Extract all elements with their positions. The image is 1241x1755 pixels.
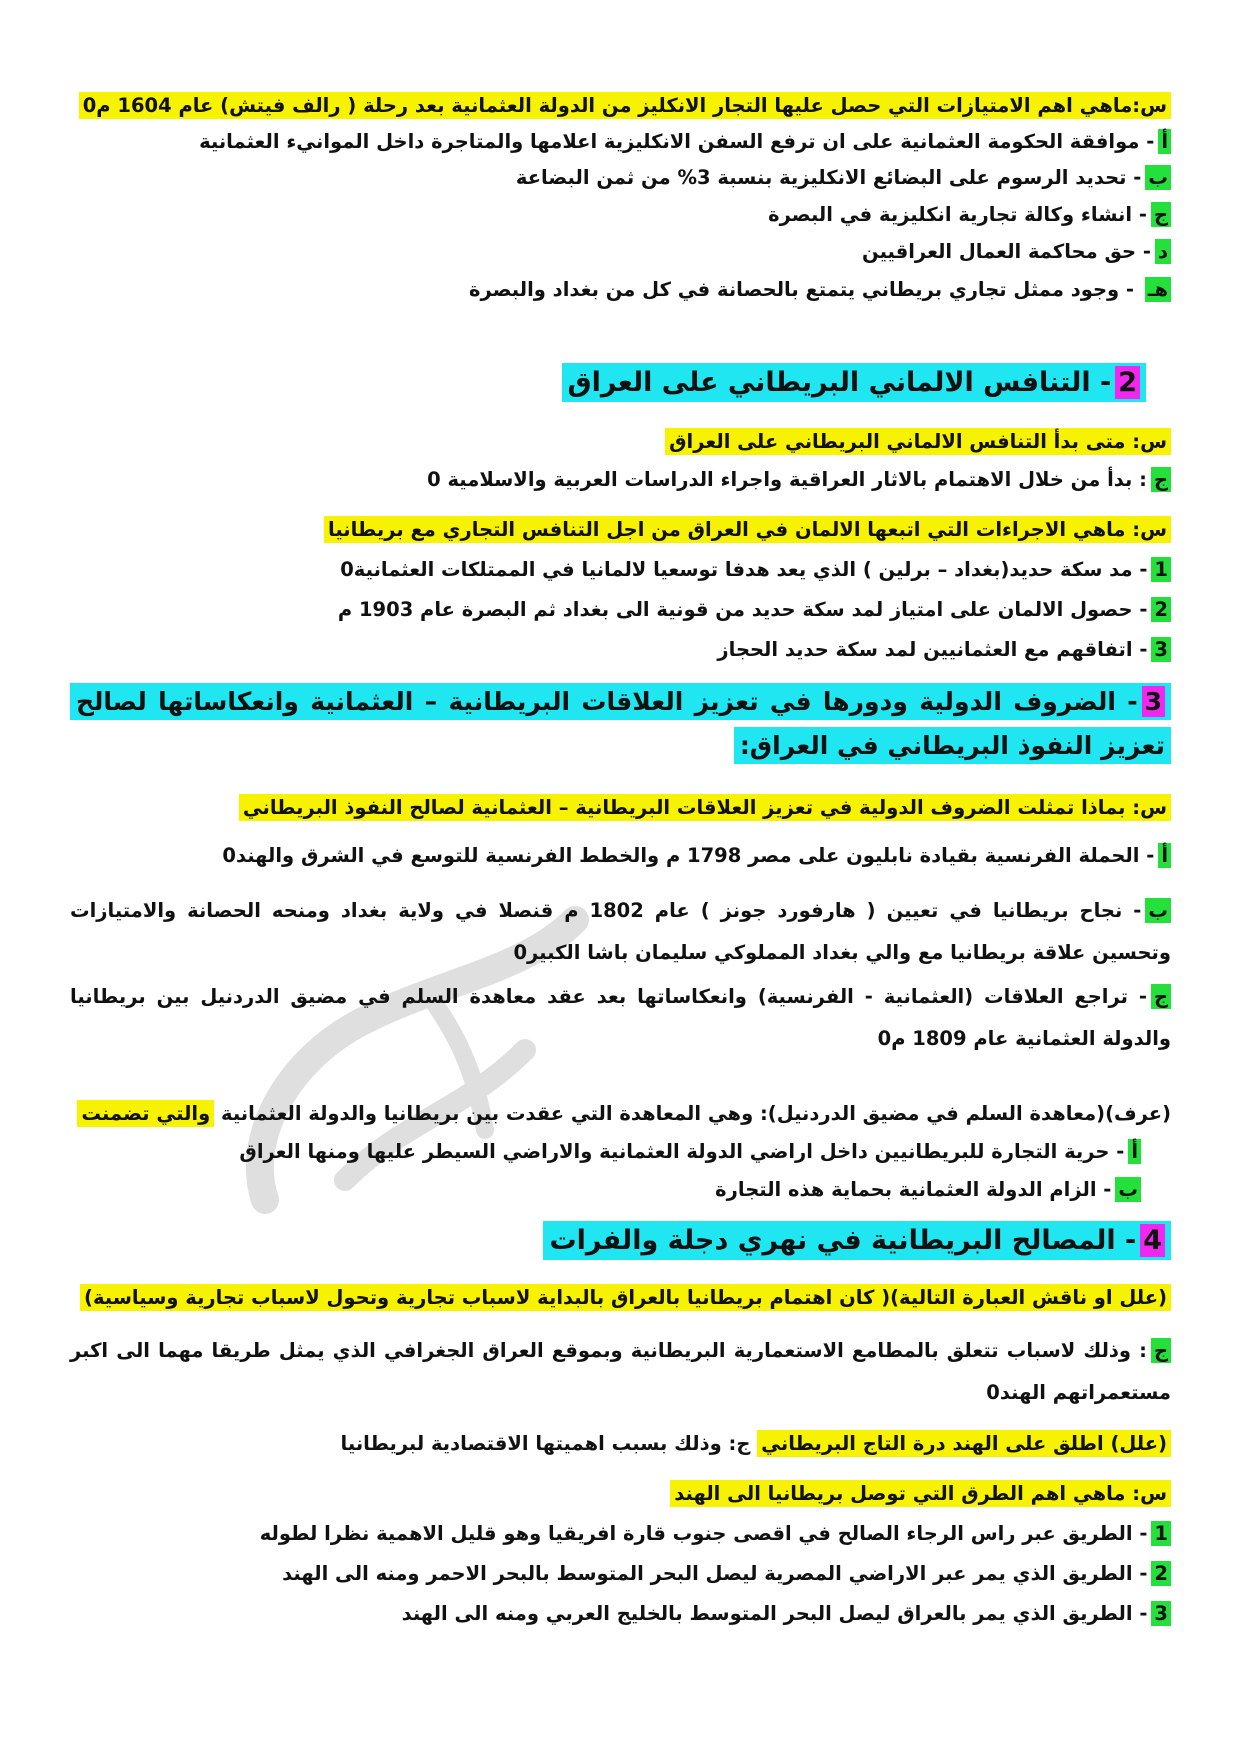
q1-item-c-marker: ج: [1151, 202, 1171, 227]
q5-question-line: [70, 1280, 1171, 1316]
q1-item-d-marker: د: [1155, 239, 1171, 264]
section-3-title: - الضروف الدولية ودورها في تعزيز العلاقات البريطانية – العثمانية وانعكاساتها لصالح تعزيز النفوذ البريطاني في العراق:: [76, 687, 1165, 760]
section-2-title: - التنافس الالماني البريطاني على العراق: [567, 367, 1112, 398]
q4-item-c-text: - تراجع العلاقات (العثمانية - الفرنسية) وانعكاساتها بعد عقد معاهدة السلم في مضيق الدردنيل بين بريطانيا والدولة العثمانية عام 1809 م0: [70, 985, 1171, 1050]
q7-question: س: ماهي اهم الطرق التي توصل بريطانيا الى الهند: [670, 1480, 1171, 1507]
q1-question: س:ماهي اهم الامتيازات التي حصل عليها التجار الانكليز من الدولة العثمانية بعد رحلة ( رالف فيتش) عام 1604 م0: [79, 92, 1171, 119]
q1-item-b-text: - تحديد الرسوم على البضائع الانكليزية بنسبة 3% من ثمن البضاعة: [515, 166, 1142, 189]
q4-item-c: [70, 976, 1171, 1060]
def1-definition: وهي المعاهدة التي عقدت بين بريطانيا والدولة العثمانية: [214, 1102, 760, 1125]
q7-item-2-text: - الطريق الذي يمر عبر الاراضي المصرية ليصل البحر المتوسط بالبحر الاحمر ومنه الى الهند: [282, 1562, 1148, 1585]
q4-item-b: [70, 890, 1171, 974]
q2-answer-marker: ج: [1151, 467, 1171, 492]
q2-answer-line: [70, 462, 1171, 498]
q3-item-2-text: - حصول الالمان على امتياز لمد سكة حديد من قونية الى بغداد ثم البصرة عام 1903 م: [337, 598, 1148, 621]
q3-item-1-text: - مد سكة حديد(بغداد – برلين ) الذي يعد هدفا توسعيا لالمانيا في الممتلكات العثمانية0: [340, 558, 1148, 581]
q3-item-3: [70, 632, 1171, 668]
section-3-heading: [70, 680, 1171, 768]
q1-item-e-marker: هـ: [1145, 277, 1171, 302]
q3-item-2-marker: 2: [1151, 597, 1171, 622]
def1-term: (عرف)(معاهدة السلم في مضيق الدردنيل):: [759, 1102, 1171, 1125]
q1-item-a-text: - موافقة الحكومة العثمانية على ان ترفع السفن الانكليزية اعلامها والمتاجرة داخل الموانيء العثمانية: [199, 130, 1155, 153]
q2-question: س: متى بدأ التنافس الالماني البريطاني على العراق: [665, 428, 1171, 455]
q3-item-2: [70, 592, 1171, 628]
q1-item-d-text: - حق محاكمة العمال العراقيين: [862, 240, 1151, 263]
def1-item-a-text: - حرية التجارة للبريطانيين داخل اراضي الدولة العثمانية والاراضي السيطر عليها ومنها العراق: [239, 1140, 1125, 1163]
def1-item-b-text: - الزام الدولة العثمانية بحماية هذه التجارة: [715, 1178, 1112, 1201]
q3-item-3-marker: 3: [1151, 637, 1171, 662]
q1-item-c: [70, 197, 1171, 233]
def1-item-a: [70, 1134, 1141, 1170]
q1-item-a-marker: أ: [1158, 129, 1171, 154]
q3-item-3-text: - اتفاقهم مع العثمانيين لمد سكة حديد الحجاز: [717, 638, 1148, 661]
q7-item-3: [70, 1596, 1171, 1632]
q6-answer: ج: وذلك بسبب اهميتها الاقتصادية لبريطانيا: [340, 1432, 758, 1455]
q1-item-d: [70, 234, 1171, 270]
section-4-title: - المصالح البريطانية في نهري دجلة والفرات: [549, 1225, 1137, 1256]
q7-question-line: [70, 1476, 1171, 1512]
def1-line: [70, 1096, 1171, 1132]
q1-item-e: [70, 272, 1171, 308]
q3-question-line: [70, 512, 1171, 548]
q7-item-3-marker: 3: [1151, 1601, 1171, 1626]
q1-item-e-text: - وجود ممثل تجاري بريطاني يتمتع بالحصانة في كل من بغداد والبصرة: [468, 278, 1141, 301]
q1-item-a: [70, 124, 1171, 160]
q1-question-line: [70, 88, 1171, 124]
def1-item-b: [70, 1172, 1141, 1208]
q7-item-2: [70, 1556, 1171, 1592]
q5-answer-line: [70, 1330, 1171, 1414]
q4-item-a-text: - الحملة الفرنسية بقيادة نابليون على مصر 1798 م والخطط الفرنسية للتوسع في الشرق والهند0: [222, 844, 1155, 867]
q7-item-1: [70, 1516, 1171, 1552]
q7-item-1-marker: 1: [1151, 1521, 1171, 1546]
def1-item-b-marker: ب: [1115, 1177, 1141, 1202]
q6-question: (علل) اطلق على الهند درة التاج البريطاني: [757, 1430, 1171, 1457]
q7-item-1-text: - الطريق عبر راس الرجاء الصالح في اقصى جنوب قارة افريقيا وهو قليل الاهمية نظرا لطوله: [259, 1522, 1148, 1545]
q4-question: س: بماذا تمثلت الضروف الدولية في تعزيز العلاقات البريطانية – العثمانية لصالح النفوذ البريطاني: [239, 794, 1171, 821]
q3-item-1: [70, 552, 1171, 588]
section-4-marker: 4: [1140, 1224, 1165, 1257]
section-2-marker: 2: [1115, 366, 1140, 399]
def1-tail: والتي تضمنت: [77, 1100, 214, 1127]
section-4-title-wrap: [543, 1221, 1171, 1260]
q3-item-1-marker: 1: [1151, 557, 1171, 582]
q1-item-b-marker: ب: [1145, 165, 1171, 190]
section-3-marker: 3: [1142, 686, 1165, 717]
q5-question: (علل او ناقش العبارة التالية)( كان اهتمام بريطانيا بالعراق بالبداية لاسباب تجارية وتحول لاسباب تجارية وسياسية): [80, 1284, 1171, 1311]
q5-answer: : وذلك لاسباب تتعلق بالمطامع الاستعمارية البريطانية وبموقع العراق الجغرافي الذي يمثل طريقا مهما الى اكبر مستعمراتهم الهند0: [70, 1339, 1171, 1404]
q7-item-2-marker: 2: [1151, 1561, 1171, 1586]
q2-answer: : بدأ من خلال الاهتمام بالاثار العراقية واجراء الدراسات العربية والاسلامية 0: [427, 468, 1147, 491]
def1-item-a-marker: أ: [1128, 1139, 1141, 1164]
q3-question: س: ماهي الاجراءات التي اتبعها الالمان في العراق من اجل التنافس التجاري مع بريطانيا: [324, 516, 1171, 543]
q4-item-c-marker: ج: [1151, 984, 1171, 1009]
q6-line: [70, 1426, 1171, 1462]
q2-question-line: [70, 424, 1171, 460]
q7-item-3-text: - الطريق الذي يمر بالعراق ليصل البحر المتوسط بالخليج العربي ومنه الى الهند: [401, 1602, 1148, 1625]
section-3-title-wrap: [70, 683, 1171, 764]
q4-item-a: [70, 838, 1171, 874]
q4-item-b-marker: ب: [1145, 898, 1171, 923]
q1-item-c-text: - انشاء وكالة تجارية انكليزية في البصرة: [768, 203, 1147, 226]
section-2-title-wrap: [562, 363, 1146, 402]
q4-question-line: [70, 790, 1171, 826]
q4-item-b-text: - نجاح بريطانيا في تعيين ( هارفورد جونز ) عام 1802 م قنصلا في ولاية بغداد ومنحه الحصانة والامتيازات وتحسين علاقة بريطانيا مع والي بغداد المملوكي سليمان باشا الكبير0: [70, 899, 1171, 964]
section-4-heading: [70, 1218, 1171, 1264]
q1-item-b: [70, 160, 1171, 196]
q5-answer-marker: ج: [1151, 1338, 1171, 1363]
section-2-heading: [70, 360, 1146, 406]
q4-item-a-marker: أ: [1158, 843, 1171, 868]
